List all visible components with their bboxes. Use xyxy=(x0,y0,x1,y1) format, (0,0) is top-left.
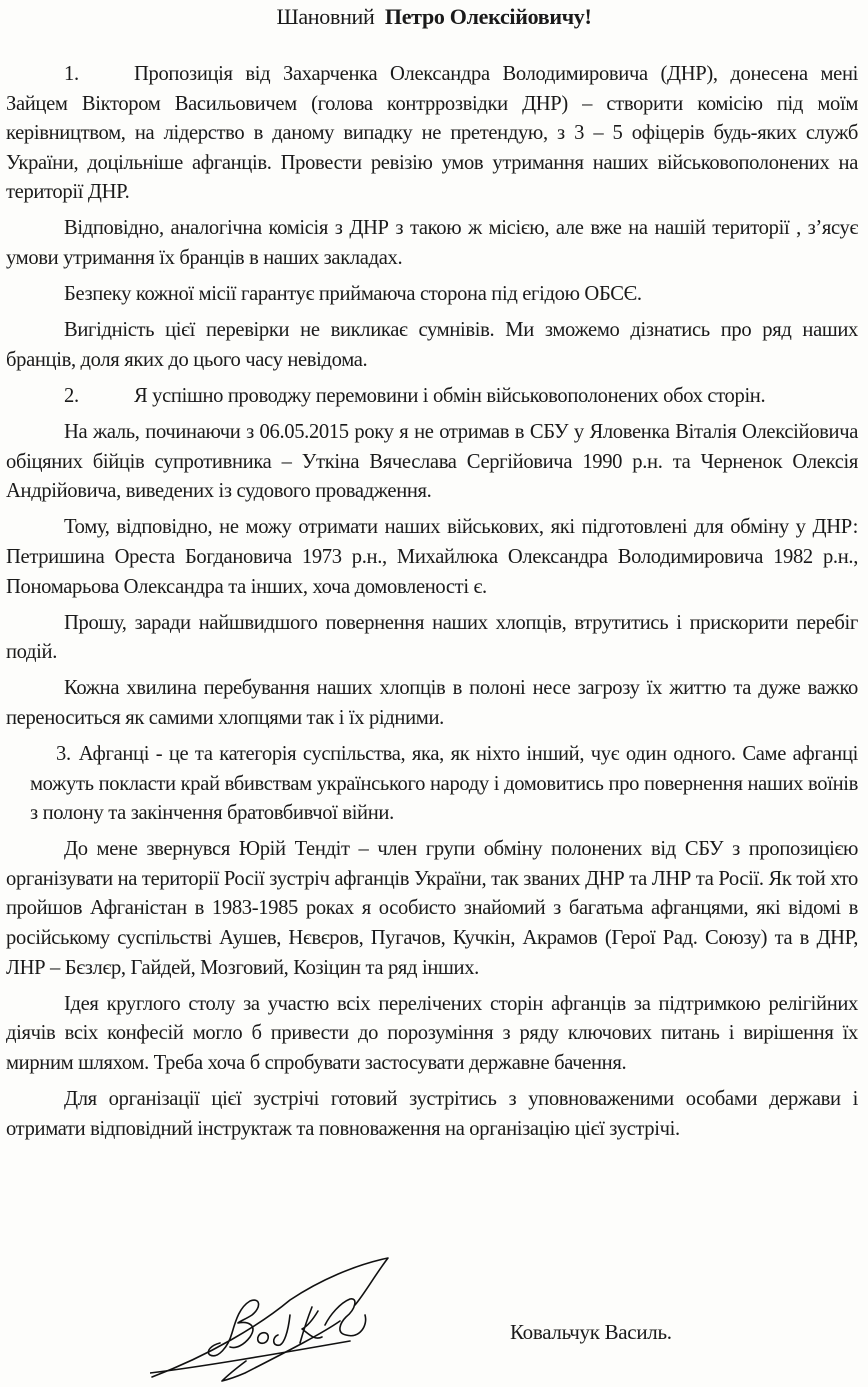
section-1-paragraph-3: Безпеку кожної місії гарантує приймаюча сторона під егідою ОБСЄ. xyxy=(64,283,642,306)
signer-name: Ковальчук Василь. xyxy=(510,1320,672,1344)
greeting xyxy=(0,4,868,30)
section-1-paragraph-1 xyxy=(6,60,858,208)
section-2-paragraph-4: Прошу, заради найшвидшого повернення наших хлопців, втрутитись і прискорити перебіг подій. xyxy=(6,611,858,664)
letter-body xyxy=(6,60,858,1151)
section-number: 2. xyxy=(64,384,79,407)
greeting-prefix: Шановний xyxy=(276,4,375,29)
section-2-paragraph-1 xyxy=(6,382,858,412)
section-1-paragraph-4: Вигідність цієї перевірки не викликає сумнівів. Ми зможемо дізнатись про ряд наших бранців, доля яких до цього часу невідома. xyxy=(6,319,858,371)
paragraph-text: Я успішно проводжу перемовини і обмін військовополонених обох сторін. xyxy=(134,384,766,407)
section-2-paragraph-3: Тому, відповідно, не можу отримати наших військових, які підготовлені для обміну у ДНР: Петришина Ореста Богдановича 1973 р.н., Михайлюка Олександра Володимировича 1982 р.н., Пономарьова Олександра та інших, хоча домовленості є. xyxy=(6,516,858,598)
section-3-paragraph-2: До мене звернувся Юрій Тендіт – член групи обміну полонених від СБУ з пропозицією організувати на території Росії зустріч афганців України, так званих ДНР та ЛНР та Росії. Як той хто пройшов Афганістан в 1983-1985 роках я особисто знайомий з багатьма афганцями, які відомі в російському суспільстві Аушев, Нєвєров, Пугачов, Кучкін, Акрамов (Герої Рад. Союзу) та в ДНР, ЛНР – Бєзлєр, Гайдей, Мозговий, Козіцин та ряд інших. xyxy=(6,838,858,979)
section-2-paragraph-2: На жаль, починаючи з 06.05.2015 року я не отримав в СБУ у Яловенка Віталія Олексійовича обіцяних бійців супротивника – Уткіна Вячеслава Сергійовича 1990 р.н. та Черненок Олексія Андрійовича, виведених із судового провадження. xyxy=(6,421,858,503)
paragraph-text: Пропозиція від Захарченка Олександра Володимировича (ДНР), донесена мені Зайцем Віктором Васильовичем (голова контррозвідки ДНР) – створити комісію під моїм керівництвом, на лідерство в даному випадку не претендую, з 3 – 5 офіцерів будь-яких служб України, доцільніше афганців. Провести ревізію умов утримання наших військовополонених на території ДНР. xyxy=(6,63,858,204)
section-number: 1. xyxy=(64,63,79,85)
section-number: 3. xyxy=(56,742,71,765)
section-3-paragraph-3: Ідея круглого столу за участю всіх перелічених сторін афганців за підтримкою релігійних діячів всіх конфесій могло б привести до порозуміння з ряду ключових питань і вирішення їх мирним шляхом. Треба хоча б спробувати застосувати державне бачення. xyxy=(6,992,858,1074)
paragraph-text: Афганці - це та категорія суспільства, яка, як ніхто інший, чує один одного. Саме афганці можуть покласти край вбивствам українського народу і домовитись про повернення наших воїнів з полону та закінчення братовбивчої війни. xyxy=(30,742,858,825)
section-3-paragraph-1 xyxy=(6,740,858,829)
greeting-name: Петро Олексійовичу! xyxy=(384,4,592,29)
signature-icon xyxy=(150,1255,390,1382)
section-2-paragraph-5: Кожна хвилина перебування наших хлопців в полоні несе загрозу їх життю та дуже важко переноситься як самими хлопцями так і їх рідними. xyxy=(6,677,858,729)
section-3-paragraph-4: Для організації цієї зустрічі готовий зустрітись з уповноваженими особами держави і отримати відповідний інструктаж та повноваження на організацію цієї зустрічі. xyxy=(6,1088,858,1140)
section-1-paragraph-2: Відповідно, аналогічна комісія з ДНР з такою ж місією, але вже на нашій території , з’ясує умови утримання їх бранців в наших закладах. xyxy=(6,217,858,270)
